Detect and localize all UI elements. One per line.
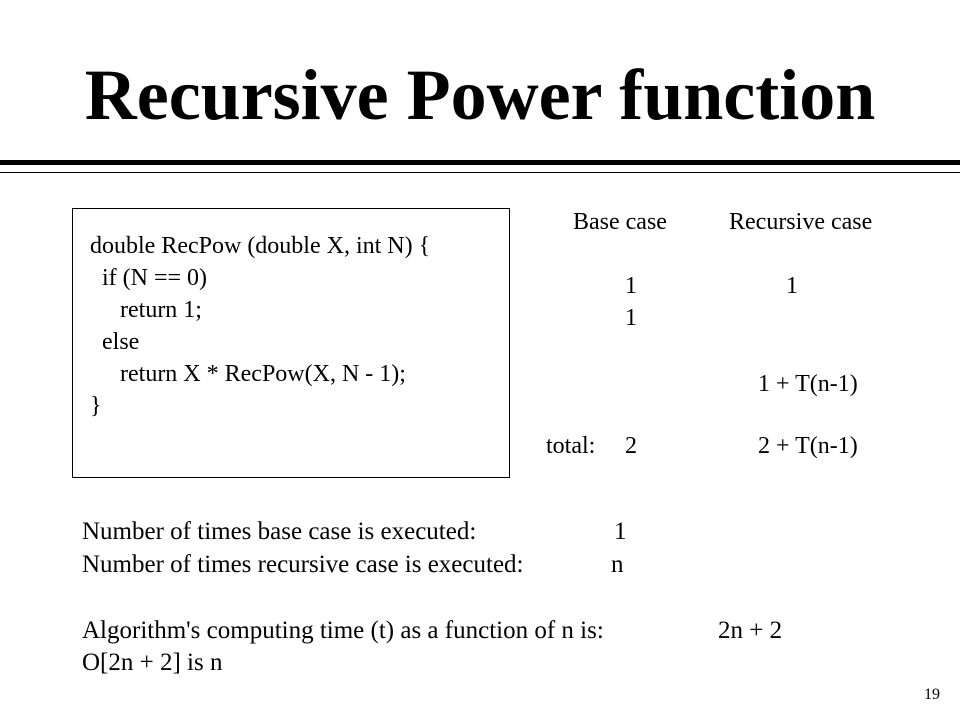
total-label: total: [546, 433, 596, 459]
code-line-5: return X * RecPow(X, N - 1); [90, 361, 406, 387]
code-line-2: if (N == 0) [90, 265, 208, 291]
recursive-case-value-2: 1 + T(n-1) [758, 371, 858, 397]
recursive-count-label: Number of times recursive case is executed: [82, 551, 524, 578]
recursive-case-value-1: 1 [786, 273, 798, 299]
title-divider-thick [0, 160, 960, 165]
code-line-3: return 1; [90, 297, 202, 323]
total-recursive-value: 2 + T(n-1) [758, 433, 858, 459]
big-o-statement: O[2n + 2] is n [82, 649, 223, 676]
code-line-4: else [90, 329, 140, 355]
code-line-1: double RecPow (double X, int N) { [90, 233, 431, 259]
base-case-header: Base case [573, 209, 667, 235]
title-divider-thin [0, 172, 960, 173]
slide-title: Recursive Power function [84, 55, 876, 135]
page-number: 19 [924, 686, 940, 703]
recursive-count-value: n [611, 551, 624, 578]
computing-time-value: 2n + 2 [718, 617, 783, 644]
code-line-6: } [90, 393, 102, 419]
total-base-value: 2 [625, 433, 637, 459]
computing-time-label: Algorithm's computing time (t) as a function of n is: [82, 617, 604, 644]
recursive-case-header: Recursive case [729, 209, 873, 235]
base-count-value: 1 [614, 518, 627, 545]
base-count-label: Number of times base case is executed: [82, 518, 477, 545]
base-case-value-2: 1 [625, 305, 637, 331]
base-case-value-1: 1 [625, 273, 637, 299]
